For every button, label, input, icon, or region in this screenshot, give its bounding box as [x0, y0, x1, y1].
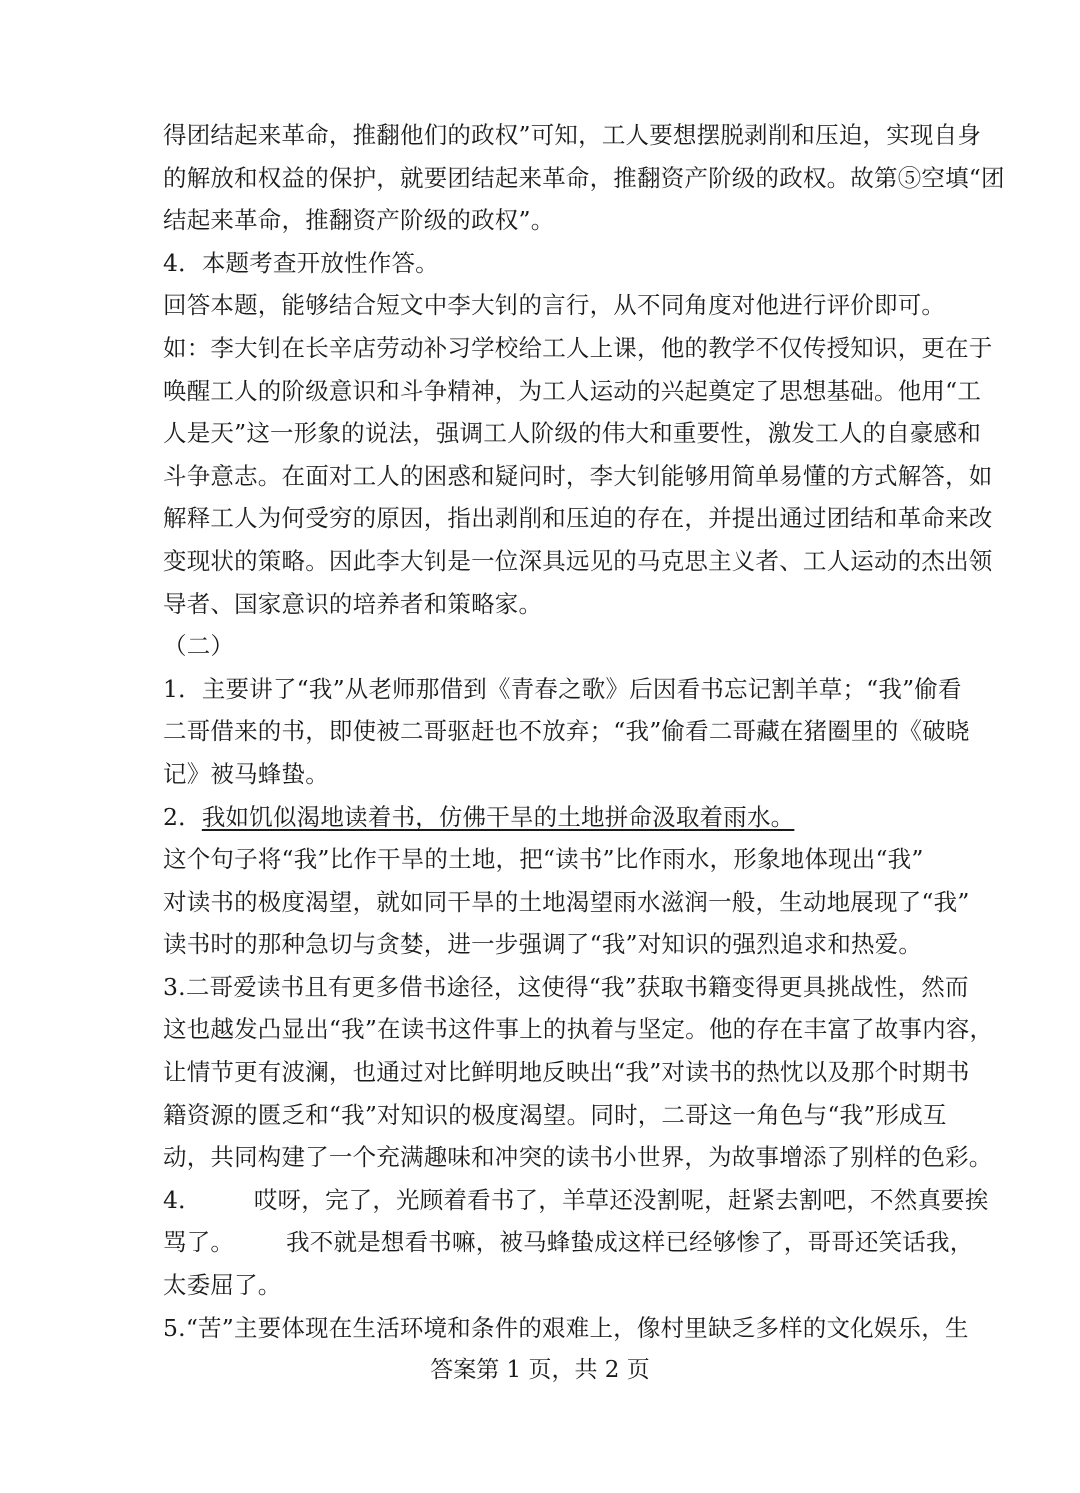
question-5-line: 5.“苦”主要体现在生活环境和条件的艰难上，像村里缺乏多样的文化娱乐，生 [163, 1313, 969, 1342]
text-line: 唤醒工人的阶级意识和斗争精神，为工人运动的兴起奠定了思想基础。他用“工 [163, 376, 982, 405]
question-4-line: 太委屈了。 [163, 1271, 282, 1300]
text-line: 结起来革命，推翻资产阶级的政权”。 [163, 206, 555, 235]
question-2-number: 2． [163, 802, 202, 831]
text-line: 斗争意志。在面对工人的困惑和疑问时，李大钊能够用简单易懂的方式解答，如 [163, 461, 993, 490]
text-line: 记》被马蜂蛰。 [163, 759, 329, 788]
text-line: 人是天”这一形象的说法，强调工人阶级的伟大和重要性，激发工人的自豪感和 [163, 419, 982, 448]
text-line: 变现状的策略。因此李大钊是一位深具远见的马克思主义者、工人运动的杰出领 [163, 546, 993, 575]
answer-body [163, 114, 1005, 1349]
text-line: 籍资源的匮乏和“我”对知识的极度渴望。同时，二哥这一角色与“我”形成互 [163, 1100, 947, 1129]
text-line: 解释工人为何受穷的原因，指出剥削和压迫的存在，并提出通过团结和革命来改 [163, 504, 993, 533]
text-line: 得团结起来革命，推翻他们的政权”可知，工人要想摆脱剥削和压迫，实现自身 [163, 121, 982, 149]
text-line: 动，共同构建了一个充满趣味和冲突的读书小世界，为故事增添了别样的色彩。 [163, 1143, 993, 1172]
text-line: 的解放和权益的保护，就要团结起来革命，推翻资产阶级的政权。故第⑤空填“团 [163, 163, 1005, 192]
question-4-number: 4． [163, 1185, 202, 1214]
section-heading: （二） [163, 632, 235, 661]
text-line: 1．主要讲了“我”从老师那借到《青春之歌》后因看书忘记割羊草；“我”偷看 [163, 674, 962, 703]
text-line: 读书时的那种急切与贪婪，进一步强调了“我”对知识的强烈追求和热爱。 [163, 930, 923, 959]
question-4-answer-part1: 哎呀，完了，光顾着看书了，羊草还没割呢，赶紧去割吧，不然真要挨 [253, 1185, 989, 1214]
text-line: 这个句子将“我”比作干旱的土地，把“读书”比作雨水，形象地体现出“我” [163, 845, 924, 874]
question-4-answer-part2: 骂了。 [163, 1228, 235, 1257]
text-line: 二哥借来的书，即使被二哥驱赶也不放弃；“我”偷看二哥藏在猪圈里的《破晓 [163, 717, 970, 746]
question-4-line [163, 1221, 974, 1264]
underlined-quote: 我如饥似渴地读着书，仿佛干旱的土地拼命汲取着雨水。 [201, 802, 795, 831]
text-line: 导者、国家意识的培养者和策略家。 [163, 589, 543, 618]
question-4-answer-part3: 我不就是想看书嘛，被马蜂蛰成这样已经够惨了，哥哥还笑话我， [286, 1228, 974, 1257]
text-line: 3.二哥爱读书且有更多借书途径，这使得“我”获取书籍变得更具挑战性，然而 [163, 972, 969, 1001]
text-line: 回答本题，能够结合短文中李大钊的言行，从不同角度对他进行评价即可。 [163, 291, 946, 320]
text-line: 这也越发凸显出“我”在读书这件事上的执着与坚定。他的存在丰富了故事内容， [163, 1015, 994, 1044]
question-2-line [163, 796, 933, 839]
text-line: 对读书的极度渴望，就如同干旱的土地渴望雨水滋润一般，生动地展现了“我” [163, 887, 970, 916]
question-4-heading: 4．本题考查开放性作答。 [163, 248, 439, 277]
question-4-line [163, 1179, 989, 1222]
text-line: 如：李大钊在长辛店劳动补习学校给工人上课，他的教学不仅传授知识，更在于 [163, 333, 993, 362]
text-line: 让情节更有波澜，也通过对比鲜明地反映出“我”对读书的热忱以及那个时期书 [163, 1058, 970, 1087]
page-footer: 答案第 1 页，共 2 页 [430, 1357, 650, 1383]
